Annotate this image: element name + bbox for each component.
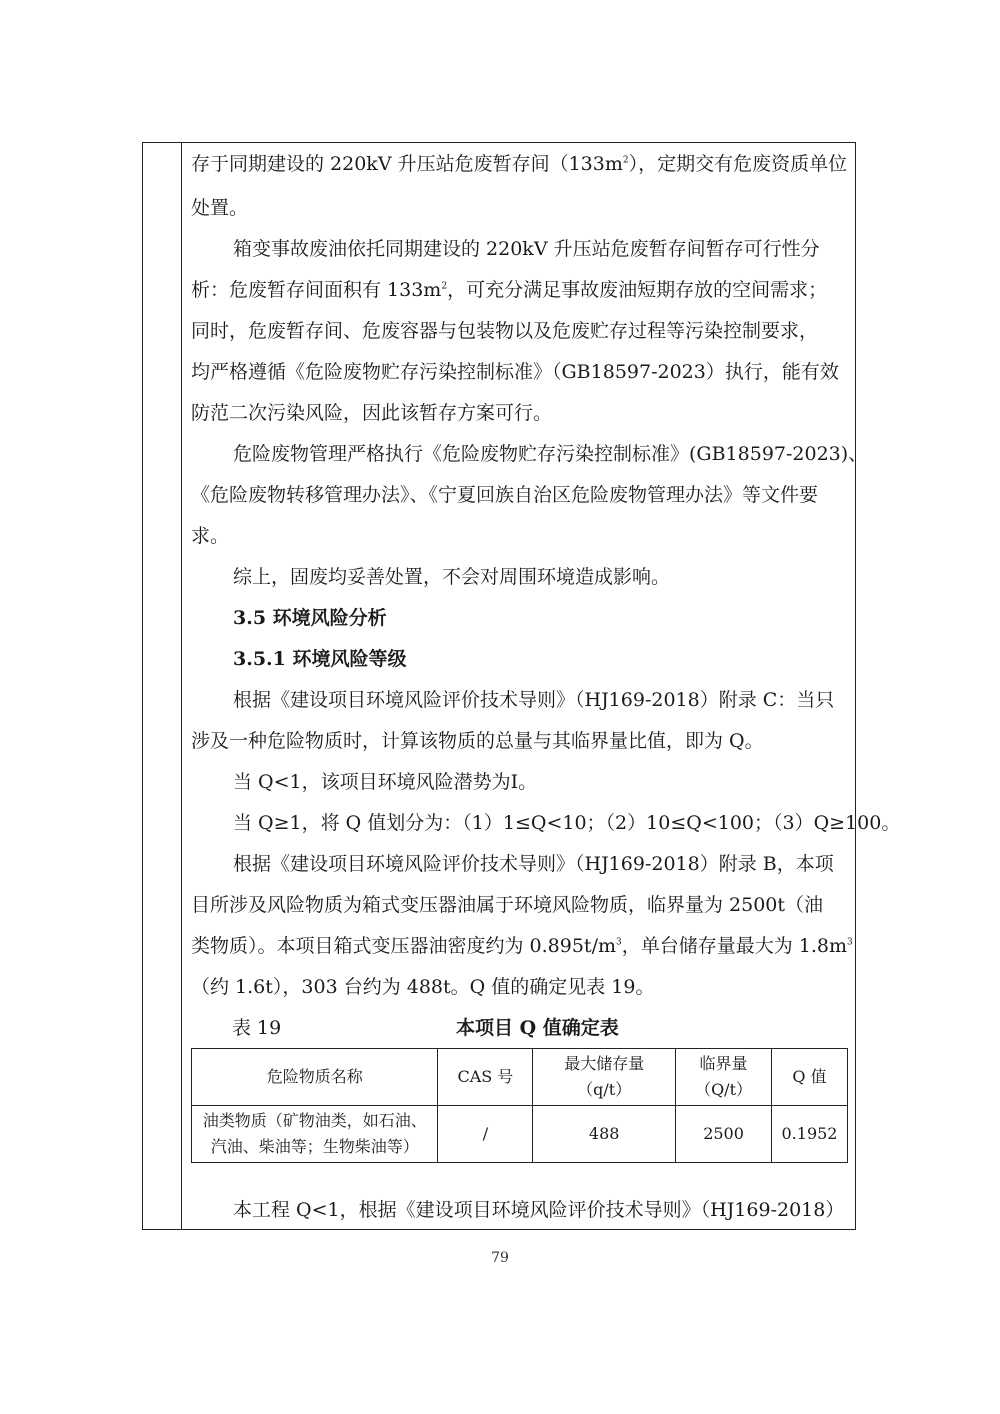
cell-critical-quantity: 2500: [676, 1106, 772, 1163]
paragraph-line: 《危险废物转移管理办法》、《宁夏回族自治区危险废物管理办法》等文件要: [191, 484, 819, 506]
paragraph-line: 危险废物管理严格执行《危险废物贮存污染控制标准》(GB18597-2023)、: [233, 443, 868, 465]
paragraph-line: （约 1.6t），303 台约为 488t。Q 值的确定见表 19。: [191, 976, 655, 998]
subsection-heading: 3.5.1 环境风险等级: [233, 648, 407, 670]
table-row: [192, 1106, 848, 1163]
paragraph-line: 箱变事故废油依托同期建设的 220kV 升压站危废暂存间暂存可行性分: [233, 238, 820, 260]
cell-q-value: 0.1952: [772, 1106, 848, 1163]
header-max-storage: 最大储存量 （q/t）: [533, 1049, 676, 1106]
q-value-table: [191, 1048, 848, 1163]
paragraph-line: 处置。: [191, 197, 249, 219]
cell-cas-number: /: [438, 1106, 533, 1163]
header-cas-number: CAS 号: [438, 1049, 533, 1106]
paragraph-line: 存于同期建设的 220kV 升压站危废暂存间$(133m^2)$，定期交有危废资质单位: [191, 153, 848, 175]
section-heading: 3.5 环境风险分析: [233, 607, 387, 629]
paragraph-line: 当 Q≥1，将 Q 值划分为：（1）1≤Q<10；（2）10≤Q<100；（3）Q≥100。: [233, 812, 901, 834]
paragraph-line: 求。: [191, 525, 230, 547]
paragraph-line: 综上，固废均妥善处置，不会对周围环境造成影响。: [233, 566, 671, 588]
paragraph-line: 当 Q<1，该项目环境风险潜势为Ⅰ。: [233, 771, 538, 793]
paragraph-line: 本工程 Q<1，根据《建设项目环境风险评价技术导则》（HJ169-2018）: [233, 1199, 845, 1221]
header-critical-quantity: 临界量 （Q/t）: [676, 1049, 772, 1106]
table-caption-label: 表 19: [232, 1017, 282, 1039]
frame-left-column-divider: [181, 143, 182, 1229]
paragraph-line: 根据《建设项目环境风险评价技术导则》（HJ169-2018）附录 C：当只: [233, 689, 835, 711]
paragraph-line: 涉及一种危险物质时，计算该物质的总量与其临界量比值，即为 Q。: [191, 730, 764, 752]
paragraph-line: 目所涉及风险物质为箱式变压器油属于环境风险物质，临界量为 2500t（油: [191, 894, 824, 916]
paragraph-line: 析：危废暂存间面积有 $133m^2$，可充分满足事故废油短期存放的空间需求；: [191, 279, 828, 301]
paragraph-line: 类物质）。本项目箱式变压器油密度约为 $0.895t/m^3$，单台储存量最大为 $1.8m^3$: [191, 935, 853, 957]
header-q-value: Q 值: [772, 1049, 848, 1106]
paragraph-line: 防范二次污染风险，因此该暂存方案可行。: [191, 402, 553, 424]
header-substance-name: 危险物质名称: [192, 1049, 438, 1106]
paragraph-line: 根据《建设项目环境风险评价技术导则》（HJ169-2018）附录 B，本项: [233, 853, 834, 875]
cell-substance-name: 油类物质（矿物油类，如石油、 汽油、柴油等；生物柴油等）: [192, 1106, 438, 1163]
paragraph-line: 同时，危废暂存间、危废容器与包装物以及危废贮存过程等污染控制要求，: [191, 320, 819, 342]
table-header-row: [192, 1049, 848, 1106]
table-caption-title: 本项目 Q 值确定表: [456, 1017, 619, 1039]
page-number: 79: [491, 1250, 509, 1266]
paragraph-line: 均严格遵循《危险废物贮存污染控制标准》（GB18597-2023）执行，能有效: [191, 361, 839, 383]
cell-max-storage: 488: [533, 1106, 676, 1163]
